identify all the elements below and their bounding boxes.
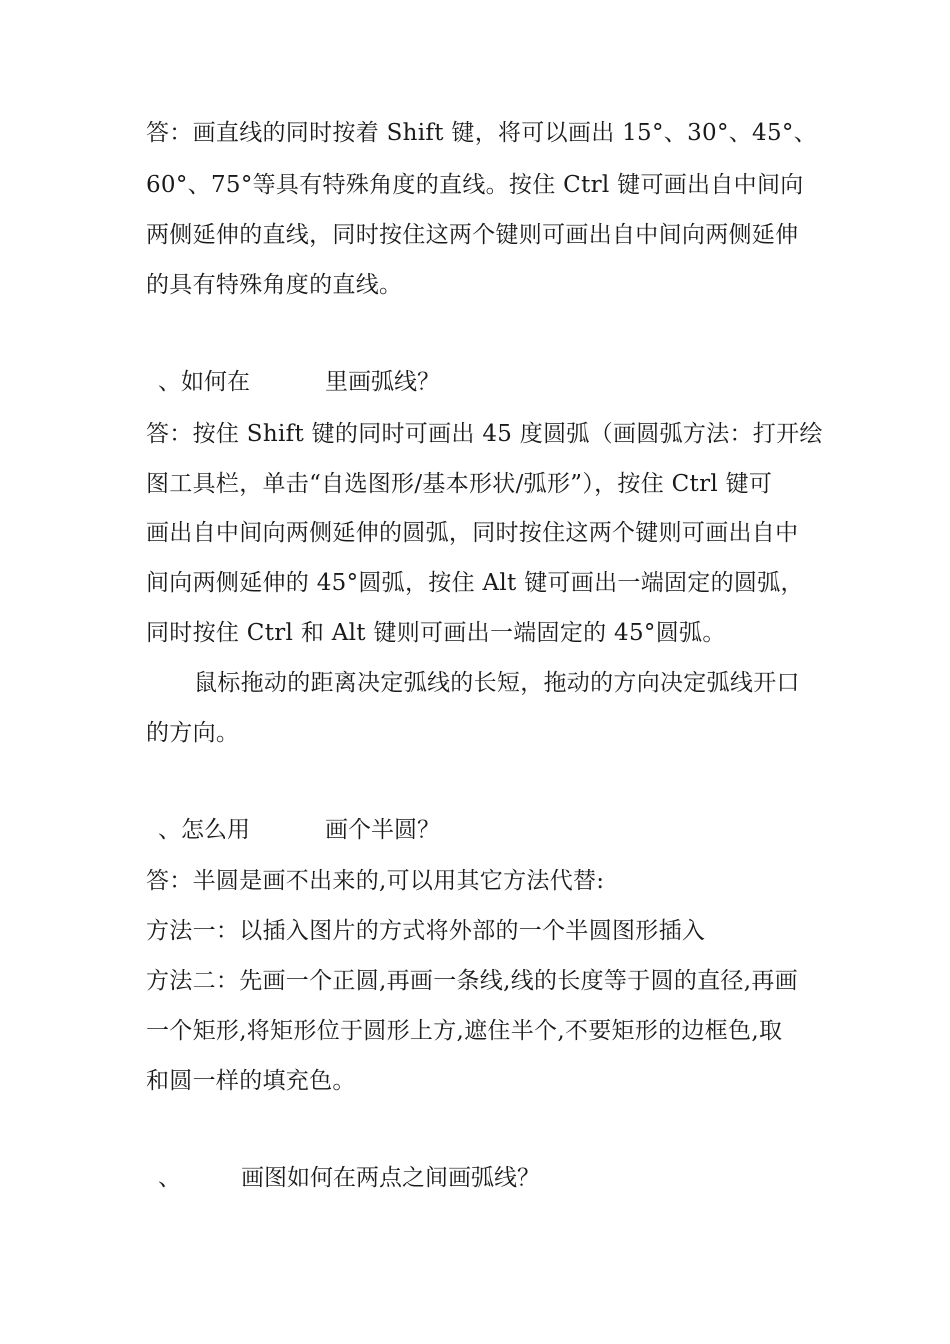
answer-line: 答：半圆是画不出来的,可以用其它方法代替: — [146, 868, 605, 894]
answer-line: 和圆一样的填充色。 — [146, 1068, 356, 1094]
paragraph-line: 的方向。 — [146, 720, 240, 746]
section-heading-suffix: 里画弧线？ — [325, 369, 440, 395]
answer-line: 方法二：先画一个正圆,再画一条线,线的长度等于圆的直径,再画 — [146, 968, 798, 994]
section-heading-prefix: 、如何在 — [158, 369, 250, 395]
answer-line: 同时按住 Ctrl 和 Alt 键则可画出一端固定的 45°圆弧。 — [146, 620, 726, 646]
answer-line: 方法一：以插入图片的方式将外部的一个半圆图形插入 — [146, 918, 706, 944]
answer-line: 图工具栏，单击“自选图形/基本形状/弧形”），按住 Ctrl 键可 — [146, 471, 773, 497]
answer-line: 画出自中间向两侧延伸的圆弧，同时按住这两个键则可画出自中 — [146, 520, 799, 546]
section-heading-prefix: 、怎么用 — [158, 817, 250, 843]
answer-line: 间向两侧延伸的 45°圆弧，按住 Alt 键可画出一端固定的圆弧， — [146, 570, 804, 596]
section-heading-suffix: 画个半圆？ — [325, 817, 440, 843]
answer-line: 两侧延伸的直线，同时按住这两个键则可画出自中间向两侧延伸 — [146, 222, 799, 248]
answer-line: 答：画直线的同时按着 Shift 键，将可以画出 15°、30°、45°、 — [146, 120, 818, 146]
section-heading-prefix: 、 — [158, 1165, 181, 1191]
paragraph-line: 鼠标拖动的距离决定弧线的长短，拖动的方向决定弧线开口 — [194, 670, 800, 696]
answer-line: 一个矩形,将矩形位于圆形上方,遮住半个,不要矩形的边框色,取 — [146, 1018, 783, 1044]
section-heading-suffix: 画图如何在两点之间画弧线？ — [241, 1165, 540, 1191]
answer-line: 60°、75°等具有特殊角度的直线。按住 Ctrl 键可画出自中间向 — [146, 172, 804, 198]
answer-line: 答：按住 Shift 键的同时可画出 45 度圆弧（画圆弧方法：打开绘 — [146, 421, 823, 447]
answer-line: 的具有特殊角度的直线。 — [146, 272, 403, 298]
